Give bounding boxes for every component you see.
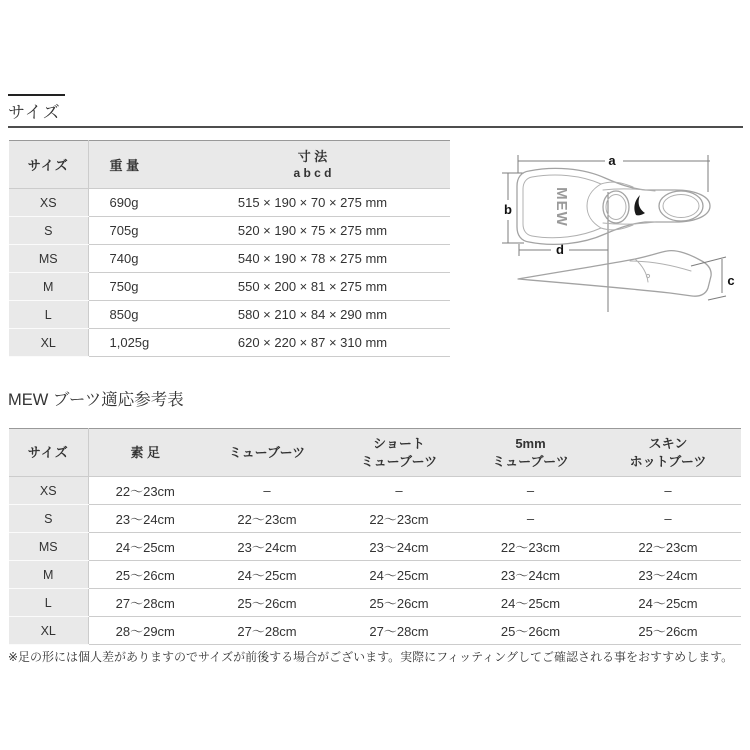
- skin-hot-boots-cell: 22〜23cm: [595, 533, 741, 561]
- barefoot-cell: 22〜23cm: [88, 477, 202, 505]
- col-header-dimensions: [175, 141, 450, 189]
- 5mm-mew-boots-cell: –: [466, 505, 595, 533]
- table-header-row: [9, 429, 741, 477]
- col-header-weight: 重 量: [88, 141, 175, 189]
- fin-top-outline: [517, 168, 710, 244]
- weight-cell: 1,025g: [88, 329, 175, 357]
- skin-hot-boots-cell: –: [595, 505, 741, 533]
- weight-cell: 740g: [88, 245, 175, 273]
- weight-cell: 850g: [88, 301, 175, 329]
- header-line2: ミューブーツ: [360, 453, 438, 469]
- size-cell: XS: [9, 189, 88, 217]
- barefoot-cell: 27〜28cm: [88, 589, 202, 617]
- barefoot-cell: 23〜24cm: [88, 505, 202, 533]
- size-cell: XS: [9, 477, 88, 505]
- skin-hot-boots-cell: –: [595, 477, 741, 505]
- dimensions-cell: 520 × 190 × 75 × 275 mm: [175, 217, 450, 245]
- col-header-skin-hot-boots: [595, 429, 741, 477]
- weight-cell: 705g: [88, 217, 175, 245]
- dim-label-b: b: [504, 202, 512, 217]
- short-mew-boots-cell: –: [332, 477, 466, 505]
- table-row: [9, 273, 450, 301]
- fin-dimension-diagram: [495, 130, 745, 322]
- barefoot-cell: 25〜26cm: [88, 561, 202, 589]
- fin-logo-text: MEW: [553, 187, 570, 227]
- table-row: [9, 505, 741, 533]
- col-header-short-mew-boots: [332, 429, 466, 477]
- boots-compatibility-table: [9, 428, 741, 645]
- fin-side-inner-lines: [630, 259, 691, 282]
- foot-opening-inner: [606, 195, 626, 220]
- table-row: [9, 477, 741, 505]
- size-spec-table: [9, 140, 450, 357]
- table-row: [9, 533, 741, 561]
- col-header-5mm-mew-boots: [466, 429, 595, 477]
- section-title-boots: MEW ブーツ適応参考表: [8, 391, 184, 409]
- footnote: ※足の形には個人差がありますのでサイズが前後する場合がございます。実際にフィッティングしてご確認される事をおすすめします。: [8, 650, 734, 664]
- skin-hot-boots-cell: 24〜25cm: [595, 589, 741, 617]
- short-mew-boots-cell: 27〜28cm: [332, 617, 466, 645]
- dim-line-c: [691, 257, 726, 300]
- heel-opening-inner: [663, 195, 699, 218]
- swoosh-logo-icon: [634, 195, 645, 215]
- dimensions-cell: 550 × 200 × 81 × 275 mm: [175, 273, 450, 301]
- table-header-row: [9, 141, 450, 189]
- dim-label-d: d: [556, 242, 564, 257]
- dimensions-header-line2: a b c d: [293, 166, 332, 181]
- size-cell: M: [9, 561, 88, 589]
- header-line1: ショート: [373, 435, 425, 451]
- table-row: [9, 217, 450, 245]
- header-line2: ミューブーツ: [492, 453, 569, 469]
- table-row: [9, 617, 741, 645]
- dim-label-a: a: [608, 153, 616, 168]
- table-row: [9, 589, 741, 617]
- size-cell: L: [9, 301, 88, 329]
- table-row: [9, 189, 450, 217]
- dim-label-c: c: [727, 273, 735, 288]
- size-cell: MS: [9, 245, 88, 273]
- header-line1: 5mm: [515, 435, 546, 451]
- dimensions-cell: 515 × 190 × 70 × 275 mm: [175, 189, 450, 217]
- size-cell: XL: [9, 617, 88, 645]
- barefoot-cell: 24〜25cm: [88, 533, 202, 561]
- size-cell: M: [9, 273, 88, 301]
- size-cell: S: [9, 217, 88, 245]
- 5mm-mew-boots-cell: 22〜23cm: [466, 533, 595, 561]
- skin-hot-boots-cell: 25〜26cm: [595, 617, 741, 645]
- mew-boots-cell: –: [202, 477, 332, 505]
- mew-boots-cell: 25〜26cm: [202, 589, 332, 617]
- title-accent-line: [8, 94, 65, 96]
- col-header-size: [9, 429, 88, 477]
- title-underline: [8, 126, 743, 128]
- short-mew-boots-cell: 22〜23cm: [332, 505, 466, 533]
- mew-boots-cell: 23〜24cm: [202, 533, 332, 561]
- short-mew-boots-cell: 23〜24cm: [332, 533, 466, 561]
- table-row: [9, 245, 450, 273]
- header-line1: 素 足: [130, 444, 161, 460]
- 5mm-mew-boots-cell: –: [466, 477, 595, 505]
- dimensions-cell: 580 × 210 × 84 × 290 mm: [175, 301, 450, 329]
- heel-opening-outer: [659, 191, 703, 221]
- foot-opening-outer: [603, 191, 629, 223]
- col-header-size: サイズ: [9, 141, 88, 189]
- header-line1: サイズ: [27, 444, 69, 460]
- mew-boots-cell: 22〜23cm: [202, 505, 332, 533]
- skin-hot-boots-cell: 23〜24cm: [595, 561, 741, 589]
- short-mew-boots-cell: 24〜25cm: [332, 561, 466, 589]
- fin-side-outline: [518, 251, 711, 297]
- dimensions-cell: 620 × 220 × 87 × 310 mm: [175, 329, 450, 357]
- size-cell: MS: [9, 533, 88, 561]
- dimensions-cell: 540 × 190 × 78 × 275 mm: [175, 245, 450, 273]
- fin-side-marker: [646, 274, 649, 277]
- section-title-size: サイズ: [8, 103, 61, 122]
- col-header-barefoot: [88, 429, 202, 477]
- size-cell: L: [9, 589, 88, 617]
- table-row: [9, 561, 741, 589]
- short-mew-boots-cell: 25〜26cm: [332, 589, 466, 617]
- header-line2: ホットブーツ: [629, 453, 707, 469]
- size-cell: S: [9, 505, 88, 533]
- header-line1: スキン: [648, 435, 688, 451]
- table-row: [9, 329, 450, 357]
- col-header-mew-boots: [202, 429, 332, 477]
- mew-boots-cell: 24〜25cm: [202, 561, 332, 589]
- weight-cell: 690g: [88, 189, 175, 217]
- weight-cell: 750g: [88, 273, 175, 301]
- 5mm-mew-boots-cell: 24〜25cm: [466, 589, 595, 617]
- table-row: [9, 301, 450, 329]
- barefoot-cell: 28〜29cm: [88, 617, 202, 645]
- 5mm-mew-boots-cell: 25〜26cm: [466, 617, 595, 645]
- size-cell: XL: [9, 329, 88, 357]
- header-line1: ミューブーツ: [228, 444, 306, 460]
- dimensions-header-line1: 寸 法: [297, 148, 328, 164]
- mew-boots-cell: 27〜28cm: [202, 617, 332, 645]
- 5mm-mew-boots-cell: 23〜24cm: [466, 561, 595, 589]
